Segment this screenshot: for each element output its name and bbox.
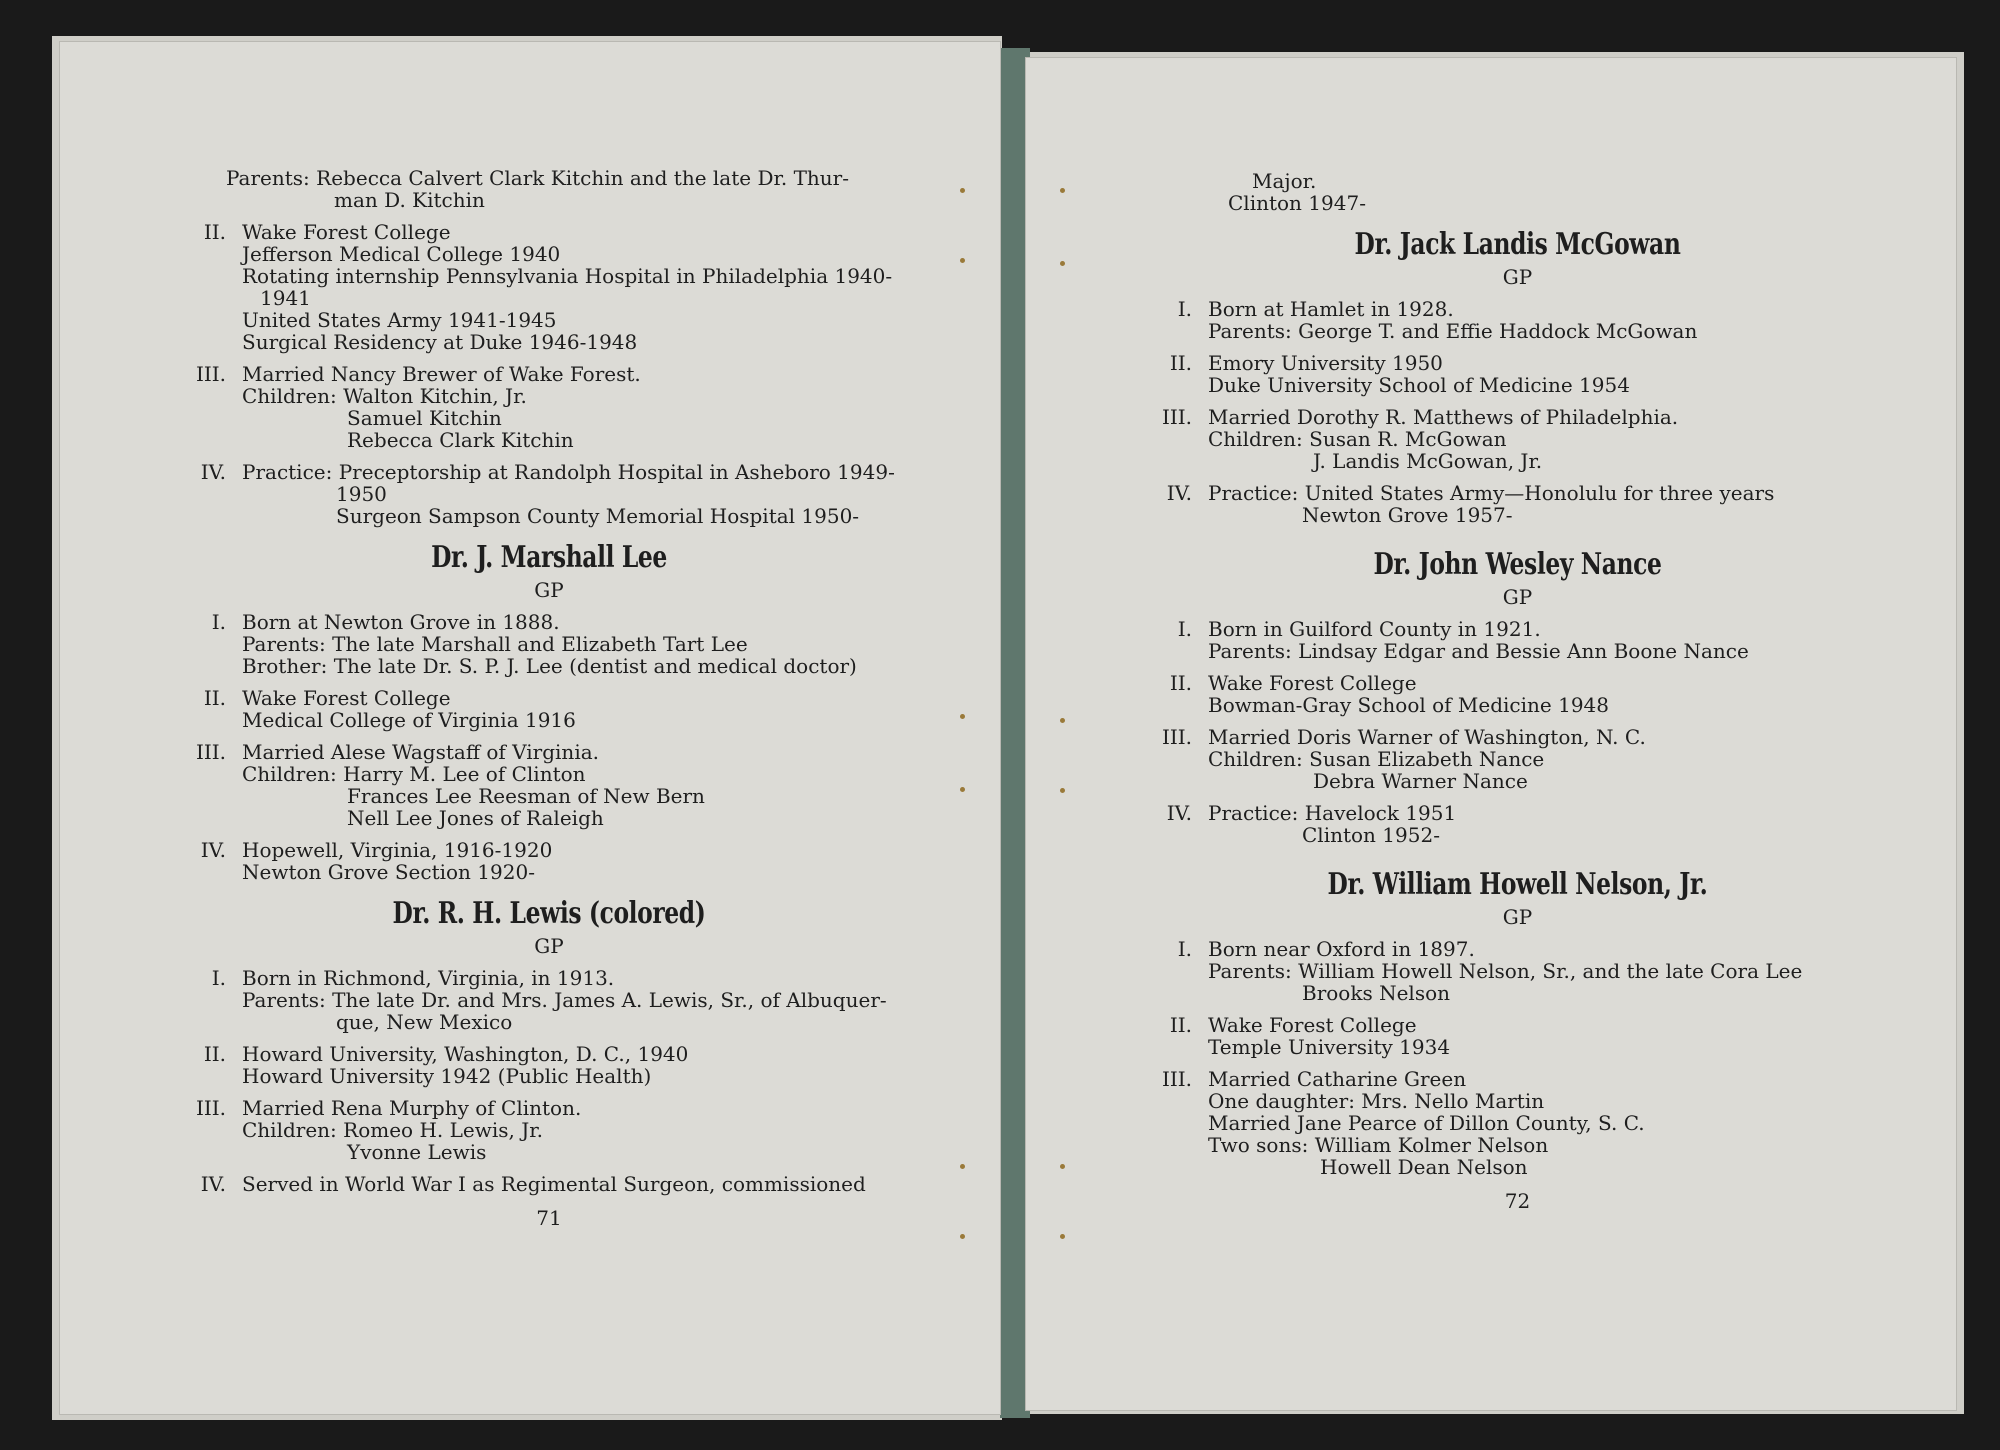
binding-hole bbox=[1060, 261, 1065, 266]
binding-hole bbox=[960, 1234, 965, 1239]
nelson-section-III bbox=[1130, 1068, 1905, 1178]
text-line: Debra Warner Nance bbox=[1313, 769, 1528, 793]
lee-section-III bbox=[164, 741, 934, 829]
lee-section-II bbox=[164, 687, 934, 731]
text-line: Frances Lee Reesman of New Bern bbox=[347, 784, 705, 808]
text-line: Howell Dean Nelson bbox=[1320, 1155, 1528, 1179]
roman-numeral: I. bbox=[1177, 297, 1192, 321]
text-line: Hopewell, Virginia, 1916-1920 bbox=[242, 838, 553, 862]
roman-numeral: III. bbox=[195, 362, 226, 386]
binding-hole bbox=[960, 258, 965, 263]
text-line: Parents: The late Marshall and Elizabeth Tart Lee bbox=[242, 632, 748, 656]
text-line: Yvonne Lewis bbox=[347, 1140, 487, 1164]
roman-numeral: III. bbox=[195, 740, 226, 764]
text-line: Rebecca Clark Kitchin bbox=[347, 428, 574, 452]
text-line: J. Landis McGowan, Jr. bbox=[1313, 449, 1543, 473]
text-line: que, New Mexico bbox=[336, 1010, 513, 1034]
text-line: Born at Hamlet in 1928. bbox=[1208, 297, 1454, 321]
roman-numeral: III. bbox=[1161, 1067, 1192, 1091]
roman-numeral: II. bbox=[1169, 1013, 1192, 1037]
text-line: Two sons: William Kolmer Nelson bbox=[1208, 1133, 1549, 1157]
text-line: Born near Oxford in 1897. bbox=[1208, 937, 1475, 961]
roman-numeral: IV. bbox=[1166, 481, 1192, 505]
practice-type: GP bbox=[1502, 905, 1533, 929]
text-line: Surgical Residency at Duke 1946-1948 bbox=[242, 330, 638, 354]
text-line: Served in World War I as Regimental Surgeon, commissioned bbox=[242, 1172, 866, 1196]
doctor-heading: Dr. Jack Landis McGowan bbox=[1354, 227, 1681, 262]
doctor-heading: Dr. R. H. Lewis (colored) bbox=[392, 896, 706, 931]
practice-type: GP bbox=[534, 934, 564, 958]
roman-numeral: III. bbox=[1161, 725, 1192, 749]
text-line: Wake Forest College bbox=[1208, 1013, 1417, 1037]
text-line: Born at Newton Grove in 1888. bbox=[242, 610, 560, 634]
practice-type: GP bbox=[534, 578, 564, 602]
lee-section-IV bbox=[164, 839, 934, 883]
roman-numeral: II. bbox=[1169, 671, 1192, 695]
page-number: 71 bbox=[536, 1206, 562, 1230]
lewis-section-III bbox=[164, 1097, 934, 1163]
roman-numeral: I. bbox=[211, 610, 226, 634]
text-line: Parents: Lindsay Edgar and Bessie Ann Boone Nance bbox=[1208, 639, 1749, 663]
roman-numeral: III. bbox=[195, 1096, 226, 1120]
mcgowan-section-IV bbox=[1130, 482, 1905, 526]
kitchin-section-IV bbox=[164, 461, 934, 527]
doctor-heading: Dr. J. Marshall Lee bbox=[431, 540, 667, 575]
binding-hole bbox=[1060, 1164, 1065, 1169]
text-line: Married Jane Pearce of Dillon County, S. C. bbox=[1208, 1111, 1645, 1135]
text-line: Jefferson Medical College 1940 bbox=[242, 242, 561, 266]
text-line: Wake Forest College bbox=[242, 220, 451, 244]
kitchin-parents-line: man D. Kitchin bbox=[334, 188, 485, 212]
text-line: Children: Susan Elizabeth Nance bbox=[1208, 747, 1545, 771]
right-text-column bbox=[1130, 170, 1905, 1212]
kitchin-parents-line: Parents: Rebecca Calvert Clark Kitchin and the late Dr. Thur- bbox=[226, 166, 849, 190]
roman-numeral: IV. bbox=[200, 460, 226, 484]
text-line: Medical College of Virginia 1916 bbox=[242, 708, 576, 732]
text-line: Children: Susan R. McGowan bbox=[1208, 427, 1507, 451]
roman-numeral: II. bbox=[1169, 351, 1192, 375]
text-line: One daughter: Mrs. Nello Martin bbox=[1208, 1089, 1545, 1113]
text-line: Parents: George T. and Effie Haddock McGowan bbox=[1208, 319, 1698, 343]
lee-section-I bbox=[164, 611, 934, 677]
nelson-section-II bbox=[1130, 1014, 1905, 1058]
doctor-heading: Dr. William Howell Nelson, Jr. bbox=[1327, 867, 1708, 902]
text-line: Children: Walton Kitchin, Jr. bbox=[242, 384, 527, 408]
text-line: Rotating internship Pennsylvania Hospital in Philadelphia 1940- bbox=[242, 264, 893, 288]
mcgowan-section-III bbox=[1130, 406, 1905, 472]
nance-section-II bbox=[1130, 672, 1905, 716]
lewis-section-I bbox=[164, 967, 934, 1033]
text-line: Children: Harry M. Lee of Clinton bbox=[242, 762, 586, 786]
text-line: Brother: The late Dr. S. P. J. Lee (dentist and medical doctor) bbox=[242, 654, 857, 678]
text-line: Newton Grove 1957- bbox=[1302, 503, 1513, 527]
text-line: Wake Forest College bbox=[242, 686, 451, 710]
binding-hole bbox=[1060, 788, 1065, 793]
binding-hole bbox=[960, 1164, 965, 1169]
nance-section-III bbox=[1130, 726, 1905, 792]
text-line: Temple University 1934 bbox=[1208, 1035, 1451, 1059]
practice-type: GP bbox=[1502, 585, 1533, 609]
binding-hole bbox=[960, 787, 965, 792]
text-line: Newton Grove Section 1920- bbox=[242, 860, 535, 884]
left-text-column bbox=[164, 167, 934, 1229]
roman-numeral: IV. bbox=[1166, 801, 1192, 825]
kitchin-section-III bbox=[164, 363, 934, 451]
lewis-section-II bbox=[164, 1043, 934, 1087]
text-line: Howard University, Washington, D. C., 1940 bbox=[242, 1042, 689, 1066]
roman-numeral: I. bbox=[211, 966, 226, 990]
roman-numeral: I. bbox=[1177, 937, 1192, 961]
left-page bbox=[60, 42, 1000, 1414]
binding-hole bbox=[960, 714, 965, 719]
kitchin-section-II bbox=[164, 221, 934, 353]
text-line: Married Rena Murphy of Clinton. bbox=[242, 1096, 582, 1120]
text-line: Parents: William Howell Nelson, Sr., and the late Cora Lee bbox=[1208, 959, 1803, 983]
text-line: United States Army 1941-1945 bbox=[242, 308, 557, 332]
nelson-section-I bbox=[1130, 938, 1905, 1004]
binding-hole bbox=[1060, 1234, 1065, 1239]
text-line: Parents: The late Dr. and Mrs. James A. Lewis, Sr., of Albuquer- bbox=[242, 988, 887, 1012]
text-line: Nell Lee Jones of Raleigh bbox=[347, 806, 604, 830]
text-line: Duke University School of Medicine 1954 bbox=[1208, 373, 1630, 397]
text-line: Married Nancy Brewer of Wake Forest. bbox=[242, 362, 641, 386]
lewis-section-IV bbox=[164, 1173, 934, 1195]
practice-type: GP bbox=[1502, 265, 1533, 289]
text-line: Brooks Nelson bbox=[1302, 981, 1450, 1005]
text-line: Howard University 1942 (Public Health) bbox=[242, 1064, 652, 1088]
binding-hole bbox=[1060, 718, 1065, 723]
page-number: 72 bbox=[1504, 1189, 1531, 1213]
text-line: Wake Forest College bbox=[1208, 671, 1417, 695]
roman-numeral: IV. bbox=[200, 1172, 226, 1196]
binding-hole bbox=[1060, 188, 1065, 193]
doctor-heading: Dr. John Wesley Nance bbox=[1373, 547, 1662, 582]
text-line: Clinton 1947- bbox=[1228, 191, 1366, 215]
text-line: Practice: Havelock 1951 bbox=[1208, 801, 1457, 825]
text-line: 1950 bbox=[336, 482, 387, 506]
text-line: 1941 bbox=[260, 286, 311, 310]
text-line: Children: Romeo H. Lewis, Jr. bbox=[242, 1118, 543, 1142]
text-line: Practice: Preceptorship at Randolph Hospital in Asheboro 1949- bbox=[242, 460, 895, 484]
text-line: Practice: United States Army—Honolulu for three years bbox=[1208, 481, 1775, 505]
roman-numeral: II. bbox=[203, 1042, 226, 1066]
text-line: Married Catharine Green bbox=[1208, 1067, 1467, 1091]
text-line: Married Dorothy R. Matthews of Philadelphia. bbox=[1208, 405, 1679, 429]
right-page bbox=[1026, 58, 1956, 1410]
mcgowan-section-II bbox=[1130, 352, 1905, 396]
roman-numeral: I. bbox=[1177, 617, 1192, 641]
text-line: Samuel Kitchin bbox=[347, 406, 502, 430]
text-line: Emory University 1950 bbox=[1208, 351, 1443, 375]
text-line: Clinton 1952- bbox=[1302, 823, 1440, 847]
text-line: Bowman-Gray School of Medicine 1948 bbox=[1208, 693, 1610, 717]
roman-numeral: IV. bbox=[200, 838, 226, 862]
roman-numeral: II. bbox=[203, 686, 226, 710]
text-line: Married Doris Warner of Washington, N. C. bbox=[1208, 725, 1646, 749]
text-line: Surgeon Sampson County Memorial Hospital 1950- bbox=[336, 504, 860, 528]
mcgowan-section-I bbox=[1130, 298, 1905, 342]
text-line: Born in Guilford County in 1921. bbox=[1208, 617, 1541, 641]
roman-numeral: II. bbox=[203, 220, 226, 244]
text-line: Major. bbox=[1252, 169, 1317, 193]
nance-section-IV bbox=[1130, 802, 1905, 846]
nance-section-I bbox=[1130, 618, 1905, 662]
text-line: Born in Richmond, Virginia, in 1913. bbox=[242, 966, 615, 990]
text-line: Married Alese Wagstaff of Virginia. bbox=[242, 740, 599, 764]
roman-numeral: III. bbox=[1161, 405, 1192, 429]
binding-hole bbox=[960, 188, 965, 193]
